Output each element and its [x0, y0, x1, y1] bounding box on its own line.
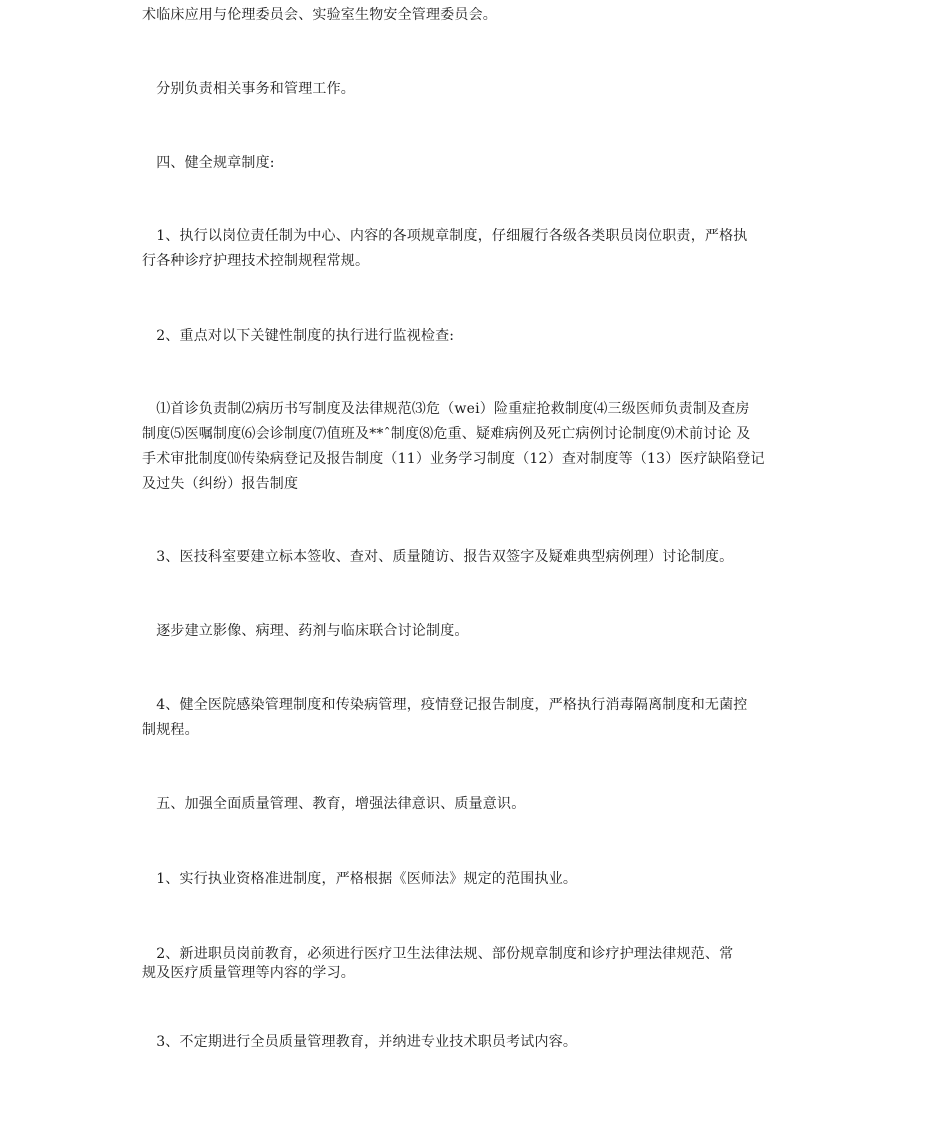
text-line: 制规程。 — [142, 722, 199, 738]
text-line: 3、医技科室要建立标本签收、查对、质量随访、报告双签字及疑难典型病例理）讨论制度。 — [142, 549, 734, 565]
paragraph-responsibilities — [142, 77, 818, 102]
text-line: 手术审批制度⑽传染病登记及报告制度（11）业务学习制度（12）查对制度等（13）医疗缺陷登记 — [142, 451, 765, 467]
text-line: 及过失（纠纷）报告制度 — [142, 476, 299, 492]
paragraph-quality-item-2 — [142, 945, 818, 983]
text-line: 规及医疗质量管理等内容的学习。 — [142, 965, 355, 981]
paragraph-quality-item-1 — [142, 867, 818, 892]
text-line: 1、实行执业资格准进制度，严格根据《医师法》规定的范围执业。 — [142, 871, 578, 887]
paragraph-quality-item-3 — [142, 1030, 818, 1055]
paragraph-item-2 — [142, 324, 818, 349]
text-line: 3、不定期进行全员质量管理教育，并纳进专业技术职员考试内容。 — [142, 1034, 578, 1050]
paragraph-item-1 — [142, 224, 818, 274]
text-line: 术临床应用与伦理委员会、实验室生物安全管理委员会。 — [142, 7, 497, 23]
paragraph-joint-discussion — [142, 619, 818, 644]
paragraph-item-3 — [142, 545, 818, 570]
text-line: 1、执行以岗位责任制为中心、内容的各项规章制度，仔细履行各级各类职员岗位职责，严格执 — [142, 228, 748, 244]
section-heading-rules — [142, 151, 818, 176]
text-line: 2、新进职员岗前教育，必须进行医疗卫生法律法规、部份规章制度和诊疗护理法律规范、常 — [142, 946, 734, 962]
text-line: 行各种诊疗护理技术控制规程常规。 — [142, 253, 370, 269]
section-heading-quality — [142, 792, 818, 817]
text-line: 分别负责相关事务和管理工作。 — [142, 81, 355, 97]
paragraph-item-4 — [142, 693, 818, 743]
paragraph-key-systems-list — [142, 397, 818, 497]
text-line: 2、重点对以下关键性制度的执行进行监视检查: — [142, 328, 455, 344]
text-line: 五、加强全面质量管理、教育，增强法律意识、质量意识。 — [142, 796, 526, 812]
text-line: 4、健全医院感染管理制度和传染病管理，疫情登记报告制度，严格执行消毒隔离制度和无菌控 — [142, 697, 748, 713]
text-line: 逐步建立影像、病理、药剂与临床联合讨论制度。 — [142, 623, 469, 639]
text-line: 四、健全规章制度: — [142, 155, 275, 171]
text-line: ⑴首诊负责制⑵病历书写制度及法律规范⑶危（wei）险重症抢救制度⑷三级医师负责制及查房 — [142, 401, 750, 417]
text-line: 制度⑸医嘱制度⑹会诊制度⑺值班及**ˆ制度⑻危重、疑难病例及死亡病例讨论制度⑼术前讨论 及 — [142, 426, 751, 442]
paragraph-committees — [142, 3, 818, 28]
